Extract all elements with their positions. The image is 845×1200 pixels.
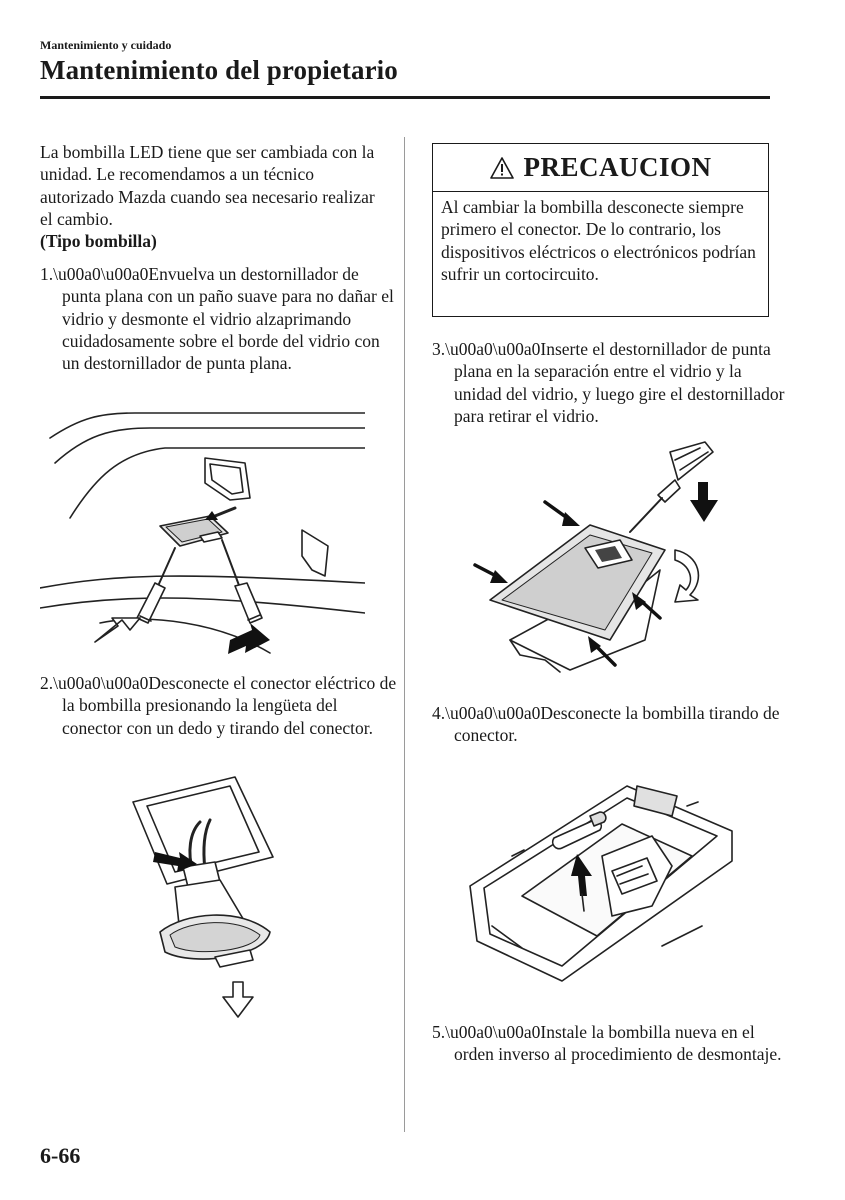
step-1-text: 1.\u00a0\u00a0Envuelva un destornillador de punta plana con un paño suave para no dañar el vidrio y desmonte el vidrio alzaprimando cuidadosamente sobre el borde del vidrio con un destornillador de punta plana.	[40, 264, 394, 374]
intro-paragraph: La bombilla LED tiene que ser cambiada con la unidad. Le recomendamos a un técnico autorizado Mazda cuando sea necesario realizar el cambio.	[40, 142, 375, 229]
page-number: 6-66	[40, 1143, 81, 1168]
page-title: Mantenimiento del propietario	[40, 55, 398, 85]
step-4-text: 4.\u00a0\u00a0Desconecte la bombilla tirando de conector.	[432, 703, 780, 746]
caution-header	[433, 144, 768, 192]
caution-text: Al cambiar la bombilla desconecte siempre primero el conector. De lo contrario, los dispositivos eléctricos o electrónicos podrían sufrir un cortocircuito.	[441, 197, 756, 284]
caution-box	[432, 143, 769, 317]
title-rule	[40, 96, 770, 99]
column-divider	[404, 137, 405, 1132]
step-5-text: 5.\u00a0\u00a0Instale la bombilla nueva en el orden inverso al procedimiento de desmontaje.	[432, 1022, 782, 1065]
bulb-type-heading: (Tipo bombilla)	[40, 231, 157, 251]
figure-pry-lens	[470, 440, 730, 685]
figure-remove-lens	[40, 408, 365, 658]
step-3-text: 3.\u00a0\u00a0Inserte el destornillador de punta plana en la separación entre el vidrio y la unidad del vidrio, y luego gire el destornillador para retirar el vidrio.	[432, 339, 785, 426]
step-2-text: 2.\u00a0\u00a0Desconecte el conector eléctrico de la bombilla presionando la lengüeta del conector con un dedo y tirando del conector.	[40, 673, 397, 738]
section-label: Mantenimiento y cuidado	[40, 38, 172, 52]
warning-triangle-icon	[489, 156, 515, 180]
figure-remove-bulb	[462, 776, 740, 986]
caution-title: PRECAUCION	[523, 152, 712, 182]
figure-disconnect-connector	[125, 772, 285, 1022]
